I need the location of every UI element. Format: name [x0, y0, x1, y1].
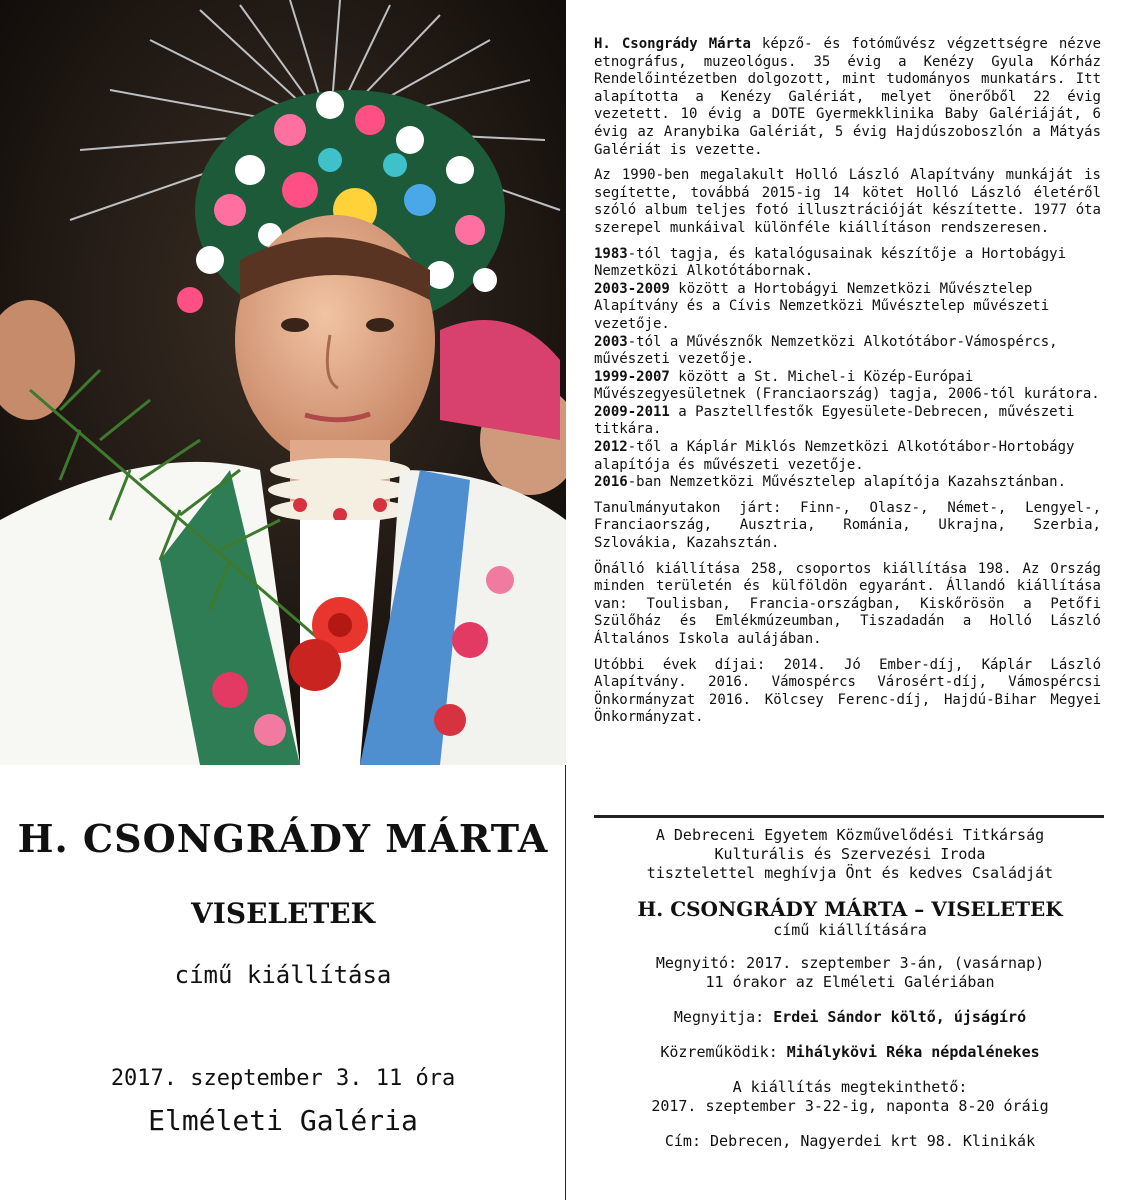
performer-name: Mihálykövi Réka népdalénekes [786, 1043, 1040, 1061]
experience-text: a Pasztellfestők Egyesülete-Debrecen, művészeti titkára. [594, 403, 1075, 438]
experience-year: 2003 [594, 333, 628, 350]
experience-text: -tól a Művésznők Nemzetközi Alkotótábor-Vámospércs, művészeti vezetője. [594, 333, 1058, 368]
experience-year: 1983 [594, 245, 628, 262]
experience-item [594, 474, 1101, 492]
bio-artist-name: H. Csongrády Márta [594, 36, 751, 52]
experience-item [594, 281, 1101, 334]
performer-line [580, 1043, 1120, 1062]
cover-subtitle: című kiállítása [174, 961, 392, 989]
experience-text: között a Hortobágyi Nemzetközi Művésztelep Alapítvány és a Cívis Nemzetközi Művésztelep művészeti vezetője. [594, 280, 1050, 332]
bio-paragraph: Tanulmányutakon járt: Finn-, Olasz-, Német-, Lengyel-, Franciaország, Ausztria, Románia, Ukrajna, Szerbia, Szlovákia, Kazahsztán. [594, 499, 1101, 552]
experience-year: 1999-2007 [594, 368, 670, 385]
cover-date: 2017. szeptember 3. 11 óra [110, 1066, 456, 1091]
experience-text: -tól tagja, és katalógusainak készítője a Hortobágyi Nemzetközi Alkotótábornak. [594, 245, 1067, 280]
experience-year: 2009-2011 [594, 403, 670, 420]
bio-paragraph [594, 36, 1101, 159]
opener-line [580, 1008, 1120, 1027]
bio-paragraph: Az 1990-ben megalakult Holló László Alapítvány munkáját is segítette, továbbá 2015-ig 14 kötet Holló László életéről szóló album teljes fotó illusztrációját készítette. 1977 óta szerepel munkáival különféle kiállításon rendszeresen. [594, 167, 1101, 236]
opener-name: Erdei Sándor költő, újságíró [773, 1008, 1027, 1026]
experience-year: 2003-2009 [594, 280, 670, 297]
invitation-heading-sub: című kiállítására [773, 921, 927, 939]
experience-item [594, 334, 1101, 369]
invitation-heading: H. CSONGRÁDY MÁRTA – VISELETEK [637, 897, 1063, 921]
opening-line: 11 órakor az Elméleti Galériában [705, 973, 995, 991]
cover-venue: Elméleti Galéria [148, 1104, 418, 1137]
viewing-line: A kiállítás megtekinthető: [732, 1078, 968, 1096]
opening-line: Megnyitó: 2017. szeptember 3-án, (vasárnap) [655, 954, 1045, 972]
bio-paragraph: Önálló kiállítása 258, csoportos kiállítása 198. Az Ország minden területén és külföldön egyaránt. Állandó kiállítása van: Toulisban, Francia-országban, Kiskőrösön a Petőfi Szülőház és Emlékmúzeumban, Tiszadadán a Holló László Általános Iskola aulájában. [594, 560, 1101, 647]
address-line: Cím: Debrecen, Nagyerdei krt 98. Klinikák [664, 1132, 1036, 1150]
experience-item [594, 404, 1101, 439]
bio-paragraph: Utóbbi évek díjai: 2014. Jó Ember-díj, Káplár László Alapítvány. 2016. Vámospércs Városért-díj, Vámospércsi Önkormányzat 2016. Kölcsey Ferenc-díj, Hajdú-Bihar Megyei Önkormányzat. [594, 656, 1101, 726]
info-panel [566, 0, 1131, 1200]
experience-text: -ban Nemzetközi Művésztelep alapítója Kazahsztánban. [627, 474, 1067, 491]
experience-year: 2016 [594, 474, 628, 491]
performer-label: Közreműködik: [660, 1043, 787, 1061]
experience-text: között a St. Michel-i Közép-Európai Művészegyesületnek (Franciaország) tagja, 2006-tól kurátora. [594, 368, 1100, 403]
section-divider [594, 815, 1104, 818]
viewing-dates: 2017. szeptember 3-22-ig, naponta 8-20 óráig [651, 1097, 1049, 1115]
bio-intro-text: képző- és fotóművész végzettségre nézve etnográfus, muzeológus. 35 évig a Kenézy Gyula Kórház Rendelőintézetben dolgozott, mint tudományos munkatárs. Itt alapította a Kenézy Galériát, melyet önerőből 22 évig vezetett. 10 évig a DOTE Gyermekklinika Baby Galériáját, 6 évig az Aranybika Galériát, 5 évig Hajdúszoboszlón a Mátyás Galériát is vezette. [594, 36, 1102, 158]
invitation [580, 826, 1120, 1151]
experience-list [594, 246, 1101, 492]
portrait-photo [0, 0, 566, 765]
experience-item [594, 246, 1101, 281]
experience-text: -től a Káplár Miklós Nemzetközi Alkotótábor-Hortobágy alapítója és művészeti vezetője. [594, 439, 1075, 473]
folk-costume-photo-illustration [0, 0, 566, 765]
cover-exhibition-title: VISELETEK [191, 897, 375, 930]
invitation-greeting: tisztelettel meghívja Önt és kedves Családját [646, 864, 1054, 882]
opener-label: Megnyitja: [673, 1008, 774, 1026]
experience-item [594, 369, 1101, 404]
invitation-org-line: A Debreceni Egyetem Közművelődési Titkárság [655, 826, 1045, 844]
biography [594, 36, 1101, 735]
invitation-org-line: Kulturális és Szervezési Iroda [714, 845, 986, 863]
experience-item [594, 439, 1101, 474]
cover-artist-name: H. CSONGRÁDY MÁRTA [17, 816, 549, 861]
experience-year: 2012 [594, 439, 628, 456]
